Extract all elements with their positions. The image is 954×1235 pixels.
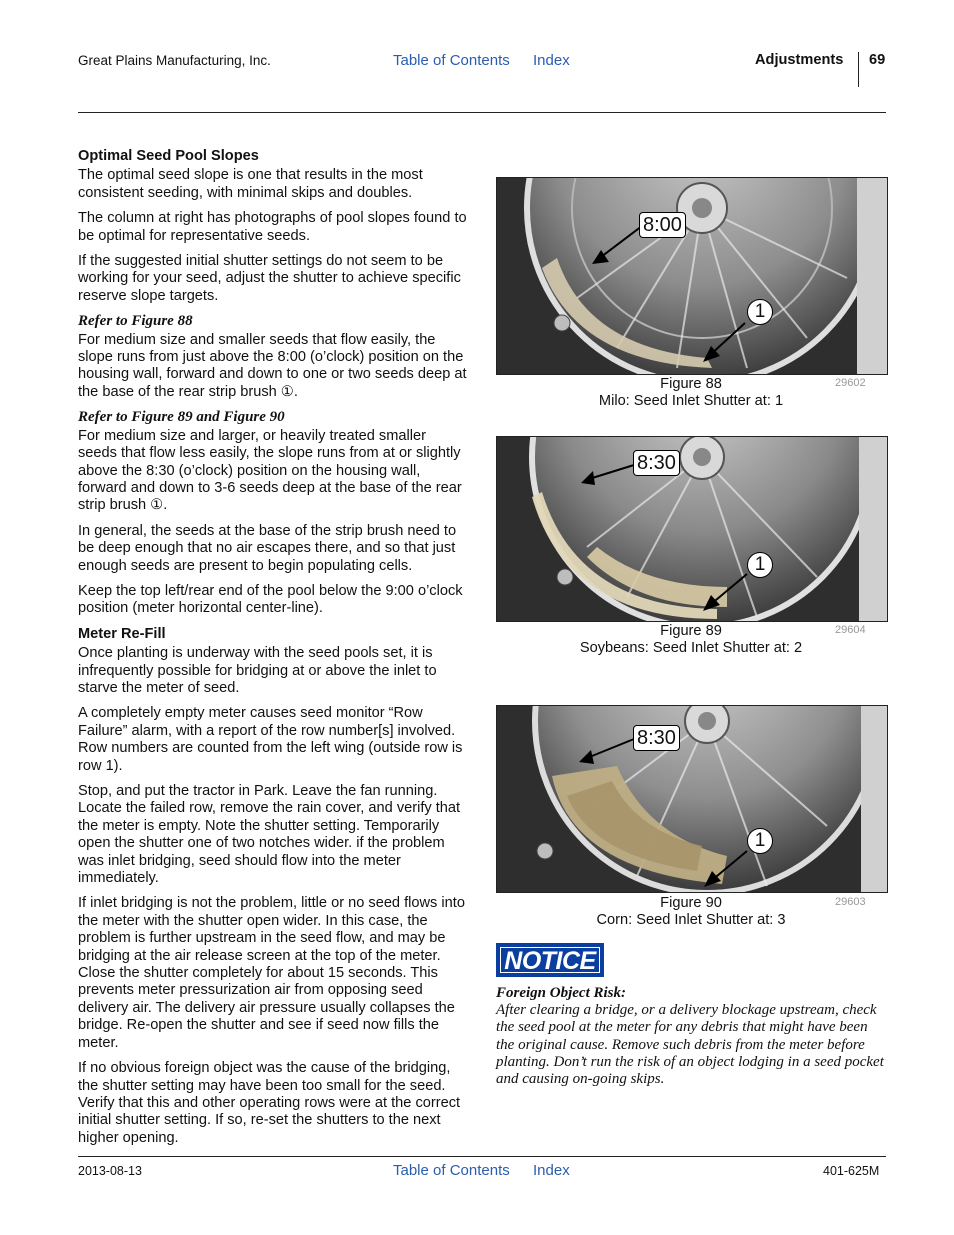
figure-88-photo-id: 29602 <box>835 377 866 389</box>
paragraph: Keep the top left/rear end of the pool below the 9:00 o’clock position (meter horizontal center-line). <box>78 582 463 617</box>
figure-88-photo <box>496 177 888 375</box>
paragraph: Stop, and put the tractor in Park. Leave the fan running. Locate the failed row, remove the rain cover, and verify that the meter is empty. Note the shutter setting. Temporarily open the shutter one of two notches wider. if the problem was inlet bridging, seed should flow into the meter immediately. <box>78 783 461 887</box>
footer-doc-number: 401-625M <box>823 1164 880 1178</box>
time-label: 8:00 <box>639 212 686 238</box>
paragraph: In general, the seeds at the base of the strip brush need to be deep enough that no air escapes there, and so that just enough seeds are present to begin populating cells. <box>78 522 457 574</box>
heading-meter-refill: Meter Re-Fill <box>78 625 166 642</box>
notice-badge-label: NOTICE <box>500 947 600 973</box>
footer-rule <box>78 1156 886 1157</box>
toc-link-header[interactable]: Table of Contents <box>393 52 510 69</box>
figure-89-caption: Soybeans: Seed Inlet Shutter at: 2 <box>579 640 803 656</box>
notice-body: After clearing a bridge, or a delivery blockage upstream, check the seed pool at the meter for any debris that might have been the original cause. Remove such debris from the meter before planting. Don’t run the risk of an object lodging in a seed pocket and causing on-going skips. <box>496 1002 884 1088</box>
callout-1: 1 <box>747 828 773 854</box>
paragraph: If the suggested initial shutter settings do not seem to be working for your seed, adjust the shutter to achieve specific reserve slope targets. <box>78 253 461 304</box>
figure-88-caption: Milo: Seed Inlet Shutter at: 1 <box>598 393 784 409</box>
footer-date: 2013-08-13 <box>78 1164 142 1178</box>
figure-reference: Refer to Figure 89 and Figure 90 <box>78 409 285 426</box>
paragraph: If inlet bridging is not the problem, little or no seed flows into the meter with the shutter open wider. In this case, the problem is further upstream in the seed flow, and may be bridging at the air release screen at the top of the meter. Close the shutter completely for about 15 seconds. This prevents meter pressurization air from opposing seed delivery air. The delivery air pressure usually collapses the bridge. Re-open the shutter and see if seed now fills the meter. <box>78 895 465 1051</box>
header-divider <box>858 52 859 87</box>
header-rule <box>78 112 886 113</box>
heading-optimal-seed-pool-slopes: Optimal Seed Pool Slopes <box>78 148 259 164</box>
figure-reference: Refer to Figure 88 <box>78 313 193 330</box>
left-column <box>78 148 468 1155</box>
callout-1: 1 <box>747 552 773 578</box>
callout-1: 1 <box>747 299 773 325</box>
page-number: 69 <box>869 52 886 68</box>
figure-89-number: Figure 89 <box>660 623 722 639</box>
company-name: Great Plains Manufacturing, Inc. <box>78 53 271 68</box>
paragraph: For medium size and smaller seeds that flow easily, the slope runs from just above the 8:00 (o’clock) position on the housing wall, forward and down to one or two seeds deep at the base of the rear strip brush ①. <box>78 331 467 400</box>
index-link-footer[interactable]: Index <box>533 1162 570 1179</box>
index-link-header[interactable]: Index <box>533 52 570 69</box>
notice-title: Foreign Object Risk: <box>496 985 626 1001</box>
figure-90-number: Figure 90 <box>660 895 722 911</box>
paragraph: For medium size and larger, or heavily treated smaller seeds that flow less easily, the slope runs from at or slightly above the 8:30 (o’clock) position on the housing wall, forward and down to 3-6 seeds deep at the base of the rear strip brush ①. <box>78 427 462 514</box>
section-title: Adjustments <box>755 52 844 68</box>
paragraph: The optimal seed slope is one that results in the most consistent seeding, with minimal skips and doubles. <box>78 167 423 201</box>
paragraph: If no obvious foreign object was the cause of the bridging, the shutter setting may have been too small for the seed. Verify that this and other operating rows were at the correct initial shutter setting. If so, re-set the shutters to the next higher opening. <box>78 1060 461 1146</box>
figure-90-caption: Corn: Seed Inlet Shutter at: 3 <box>596 912 786 928</box>
toc-link-footer[interactable]: Table of Contents <box>393 1162 510 1179</box>
paragraph: A completely empty meter causes seed monitor “Row Failure” alarm, with a report of the row number[s] involved. Row numbers are counted from the left wing (outside row is row 1). <box>78 705 463 774</box>
figure-89-photo <box>496 436 888 622</box>
figure-90-photo-id: 29603 <box>835 896 866 908</box>
time-label: 8:30 <box>633 450 680 476</box>
paragraph: The column at right has photographs of pool slopes found to be optimal for representative seeds. <box>78 210 467 244</box>
paragraph: Once planting is underway with the seed pools set, it is infrequently possible for bridging at or above the inlet to starve the meter of seed. <box>78 645 437 696</box>
figure-88-number: Figure 88 <box>660 376 722 392</box>
notice-text <box>496 985 888 1088</box>
figure-90-photo <box>496 705 888 893</box>
notice-badge <box>496 943 604 977</box>
figure-89-photo-id: 29604 <box>835 624 866 636</box>
time-label: 8:30 <box>633 725 680 751</box>
